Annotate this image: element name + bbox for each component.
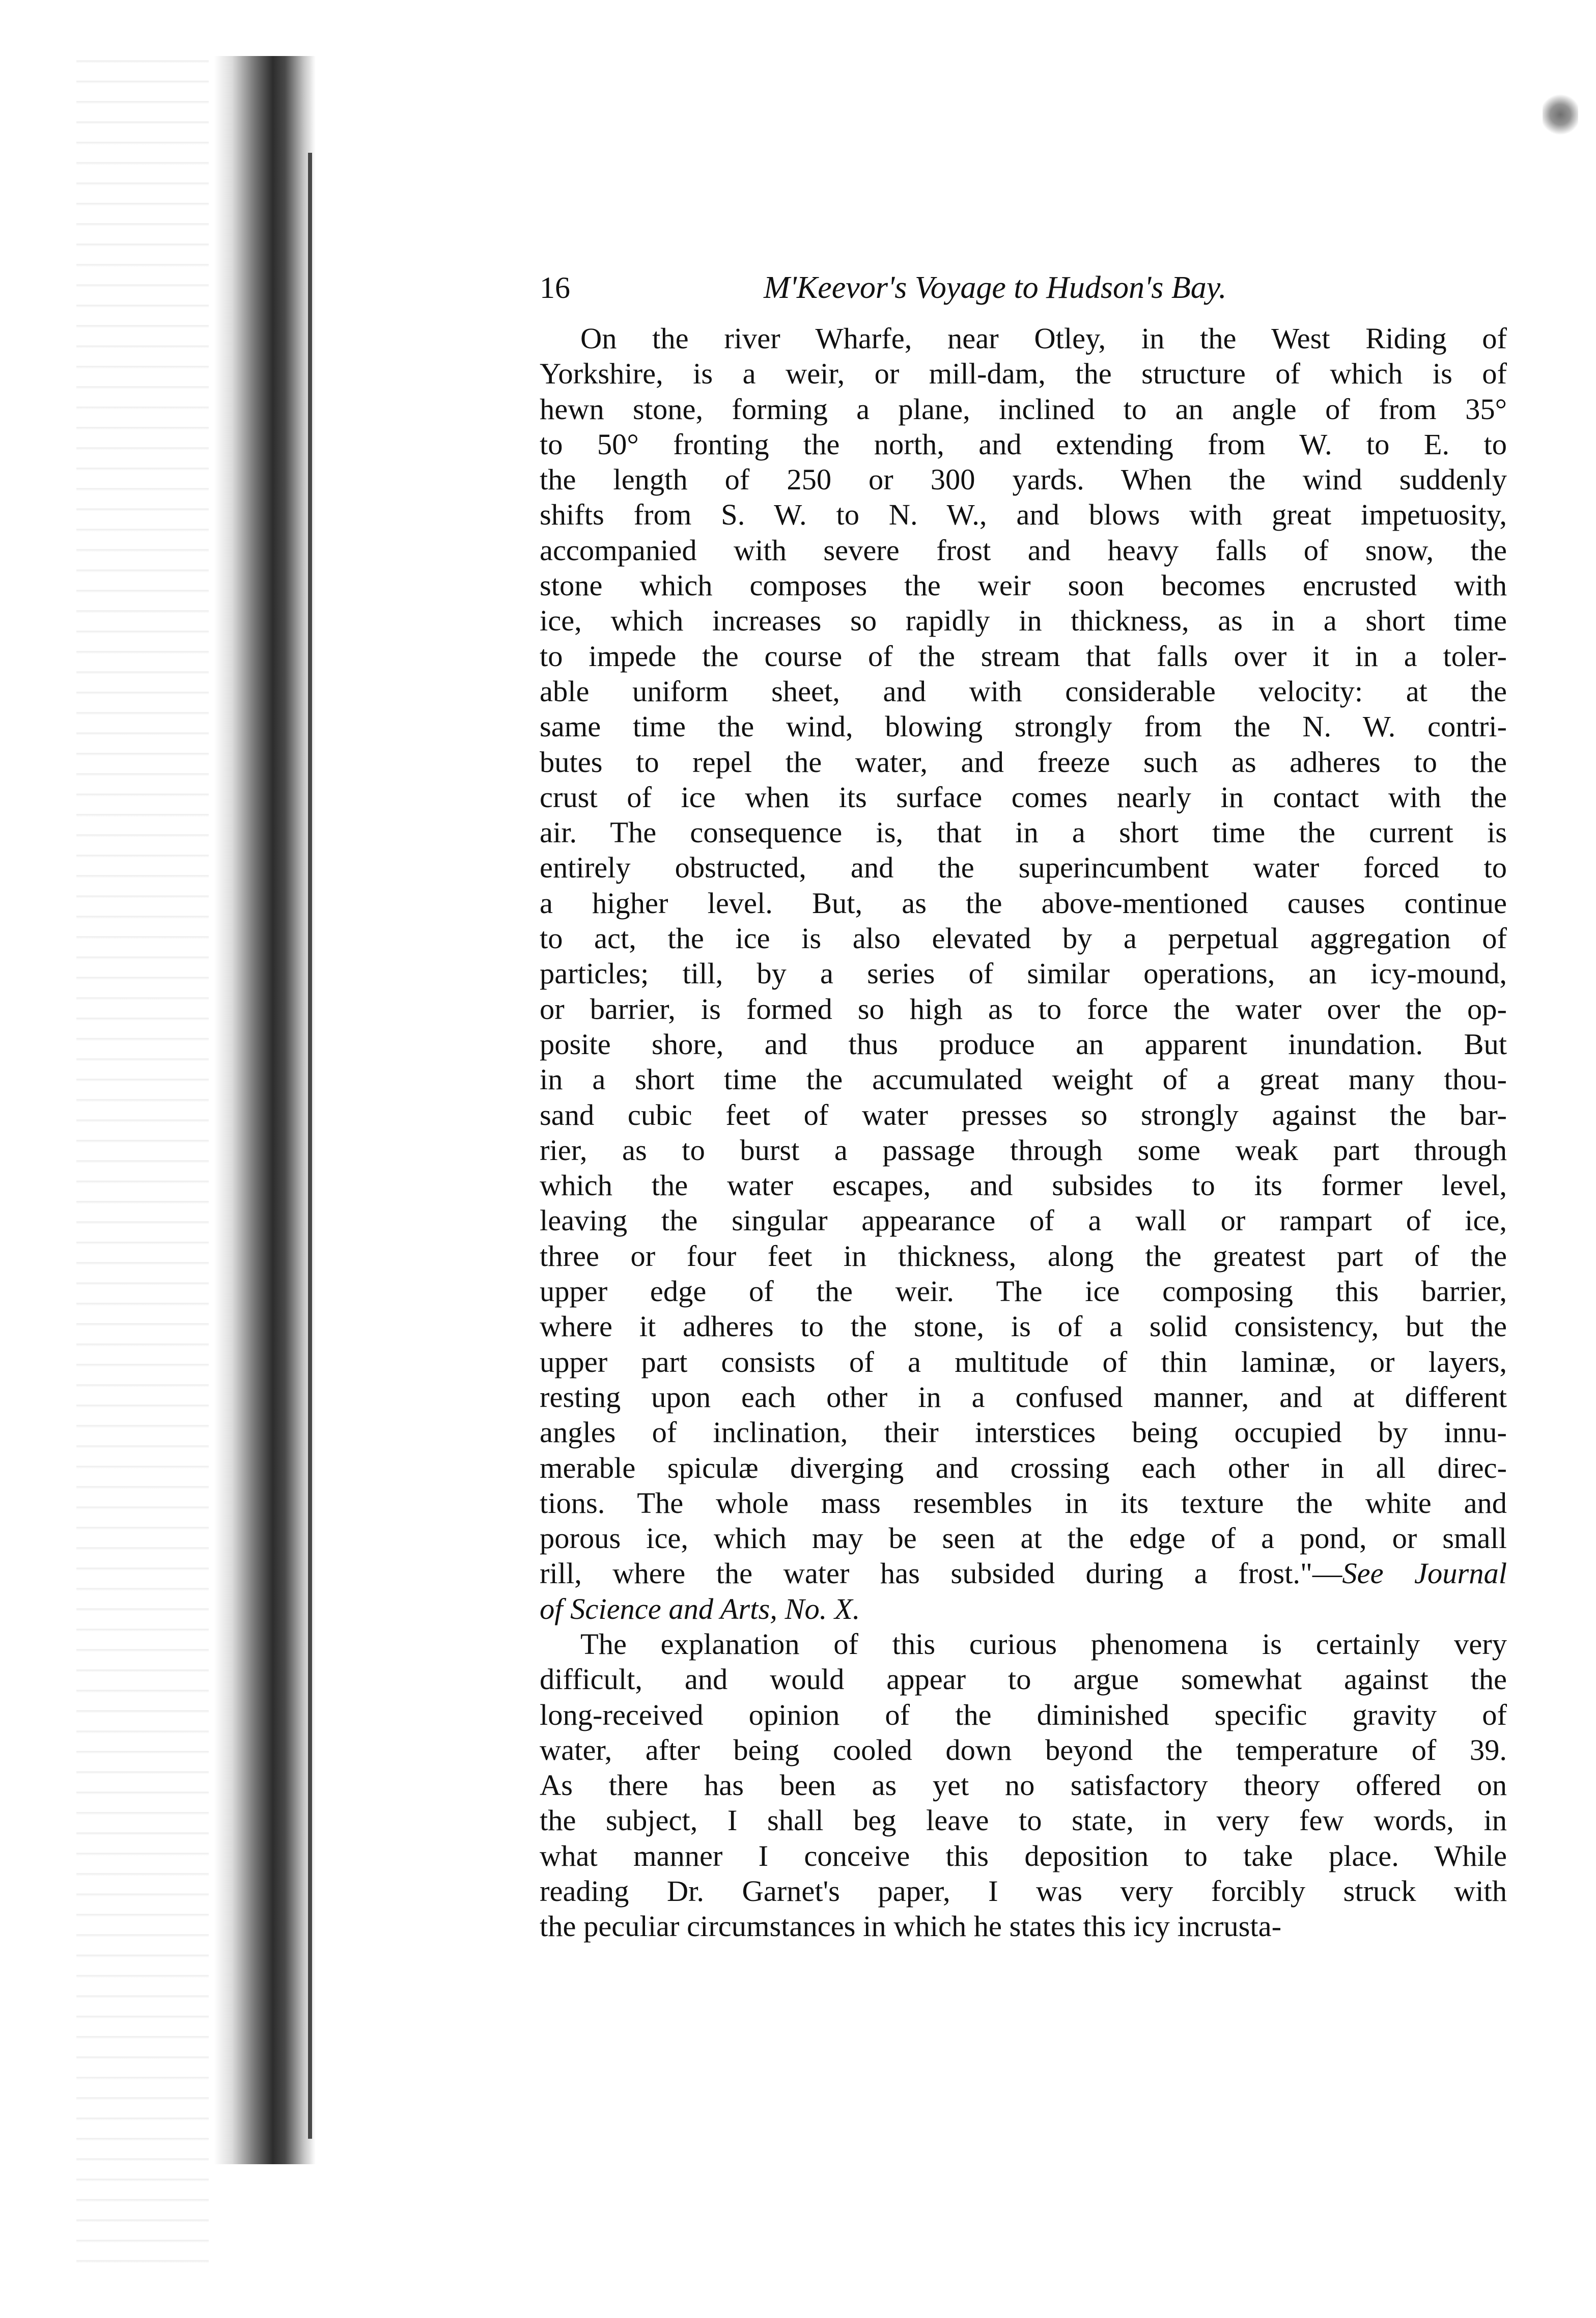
text-line: air. The consequence is, that in a short time the current is	[540, 816, 1507, 849]
text-line: sand cubic feet of water presses so strongly against the bar-	[540, 1098, 1507, 1132]
page-number: 16	[540, 271, 570, 305]
text-line: posite shore, and thus produce an apparent inundation. But	[540, 1027, 1507, 1061]
text-line: reading Dr. Garnet's paper, I was very forcibly struck with	[540, 1874, 1507, 1908]
text-line: resting upon each other in a confused manner, and at different	[540, 1380, 1507, 1414]
text-line: the peculiar circumstances in which he states this icy incrusta-	[540, 1910, 1282, 1943]
text-line: As there has been as yet no satisfactory theory offered on	[540, 1769, 1507, 1802]
text-line: The explanation of this curious phenomena is certainly very	[580, 1627, 1507, 1661]
text-line: upper edge of the weir. The ice composing this barrier,	[540, 1275, 1507, 1308]
text-line: able uniform sheet, and with considerable velocity: at the	[540, 674, 1507, 708]
paragraph	[540, 321, 1507, 1626]
text-line: ice, which increases so rapidly in thickness, as in a short time	[540, 604, 1507, 638]
text-line	[540, 1556, 1507, 1591]
page-edge-shadow	[76, 51, 209, 2266]
text-line: what manner I conceive this deposition to take place. While	[540, 1839, 1507, 1872]
citation-text: of Science and Arts, No. X.	[540, 1592, 860, 1625]
running-head: M'Keevor's Voyage to Hudson's Bay.	[764, 270, 1227, 305]
text-line: particles; till, by a series of similar operations, an icy-mound,	[540, 957, 1507, 990]
text-line: to 50° fronting the north, and extending from W. to E. to	[540, 427, 1507, 461]
page-header	[540, 257, 1527, 313]
text-line: which the water escapes, and subsides to its former level,	[540, 1169, 1507, 1202]
text-line: long-received opinion of the diminished specific gravity of	[540, 1698, 1507, 1731]
paragraph	[540, 1626, 1507, 1944]
text-line: On the river Wharfe, near Otley, in the West Riding of	[580, 322, 1507, 355]
text-line: difficult, and would appear to argue somewhat against the	[540, 1663, 1507, 1696]
text-line: a higher level. But, as the above-mentioned causes continue	[540, 886, 1507, 920]
text-line: to act, the ice is also elevated by a perpetual aggregation of	[540, 922, 1507, 955]
text-line: leaving the singular appearance of a wall or rampart of ice,	[540, 1204, 1507, 1237]
body-text	[540, 321, 1507, 1944]
text-line: crust of ice when its surface comes nearly in contact with the	[540, 780, 1507, 814]
text-line: butes to repel the water, and freeze such as adheres to the	[540, 745, 1507, 779]
binding-gutter	[214, 56, 316, 2164]
text-line: hewn stone, forming a plane, inclined to an angle of from 35°	[540, 392, 1507, 426]
text-line: Yorkshire, is a weir, or mill-dam, the structure of which is of	[540, 357, 1507, 391]
text-line: merable spiculæ diverging and crossing each other in all direc-	[540, 1451, 1507, 1484]
text-line: the length of 250 or 300 yards. When the wind suddenly	[540, 463, 1507, 496]
text-line: stone which composes the weir soon becomes encrusted with	[540, 569, 1507, 602]
text-line: water, after being cooled down beyond the temperature of 39.	[540, 1733, 1507, 1767]
text-line-content: rill, where the water has subsided during a frost."—	[540, 1557, 1342, 1590]
text-line: or barrier, is formed so high as to force the water over the op-	[540, 992, 1507, 1026]
text-line: porous ice, which may be seen at the edge of a pond, or small	[540, 1522, 1507, 1555]
text-line: three or four feet in thickness, along the greatest part of the	[540, 1239, 1507, 1273]
text-line: the subject, I shall beg leave to state, in very few words, in	[540, 1804, 1507, 1837]
text-line: entirely obstructed, and the superincumbent water forced to	[540, 851, 1507, 885]
text-line: shifts from S. W. to N. W., and blows with great impetuosity,	[540, 498, 1507, 532]
text-line: tions. The whole mass resembles in its texture the white and	[540, 1486, 1507, 1520]
text-line: same time the wind, blowing strongly from the N. W. contri-	[540, 710, 1507, 743]
ink-blot	[1543, 92, 1578, 137]
citation-text: See Journal	[1342, 1557, 1507, 1590]
text-line: rier, as to burst a passage through some weak part through	[540, 1133, 1507, 1167]
text-line: upper part consists of a multitude of thin laminæ, or layers,	[540, 1345, 1507, 1378]
text-line: in a short time the accumulated weight of a great many thou-	[540, 1063, 1507, 1096]
text-line: where it adheres to the stone, is of a solid consistency, but the	[540, 1310, 1507, 1343]
text-line: to impede the course of the stream that falls over it in a toler-	[540, 639, 1507, 673]
binding-rule	[308, 153, 312, 2139]
text-line: accompanied with severe frost and heavy falls of snow, the	[540, 533, 1507, 567]
text-line: angles of inclination, their interstices being occupied by innu-	[540, 1416, 1507, 1449]
